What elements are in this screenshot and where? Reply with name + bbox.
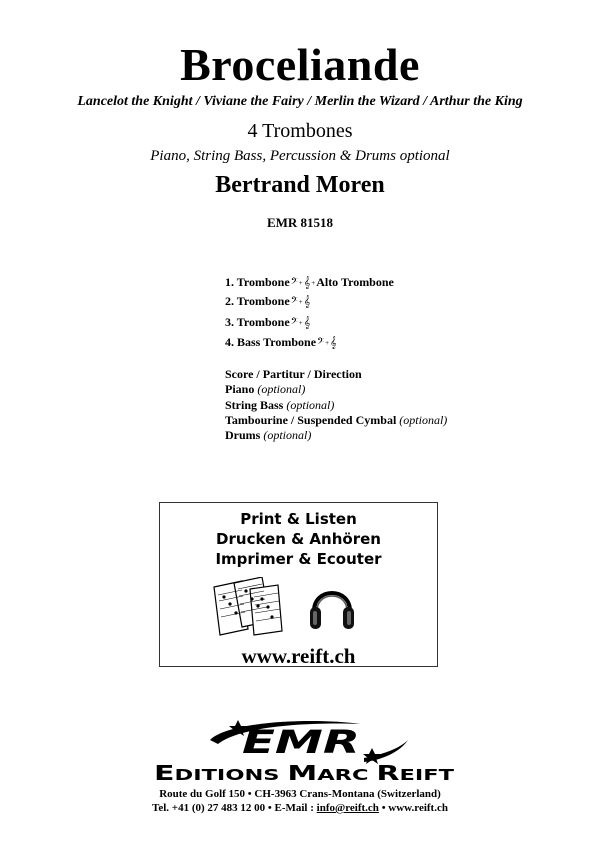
treble-clef-icon: 𝄞 <box>303 295 311 308</box>
page-title: Broceliande <box>180 39 420 90</box>
composer-name: Bertrand Moren <box>215 172 385 198</box>
catalog-number: EMR 81518 <box>266 215 334 230</box>
part-item: 1. Trombone𝄢+𝄞+Alto Trombone <box>225 275 394 289</box>
part-label: 2. Trombone <box>225 294 290 308</box>
bass-clef-icon: 𝄢 <box>290 276 298 289</box>
part-label: 1. Trombone <box>225 275 290 289</box>
promo-line-fr: Imprimer & Ecouter <box>215 550 382 568</box>
part-item: 2. Trombone𝄢+𝄞 <box>225 294 311 308</box>
percussion-item: Tambourine / Suspended Cymbal (optional) <box>225 412 448 427</box>
part-item: 4. Bass Trombone𝄢+𝄞 <box>225 335 337 349</box>
part-label: 3. Trombone <box>225 315 290 329</box>
headphones-icon <box>308 577 356 633</box>
part-item: 3. Trombone𝄢+𝄞 <box>225 315 311 329</box>
publisher-name: E DITIONS M ARC R EIFT <box>154 761 436 784</box>
treble-clef-icon: 𝄞 <box>303 316 311 329</box>
web-link[interactable]: • www.reift.ch <box>378 802 448 814</box>
promo-line-de: Drucken & Anhören <box>216 530 381 548</box>
treble-clef-icon: 𝄞 <box>303 276 311 289</box>
bass-clef-icon: 𝄢 <box>317 336 325 349</box>
string-bass-item: String Bass (optional) <box>225 397 335 412</box>
emr-logo <box>150 714 460 784</box>
instrumentation: 4 Trombones <box>247 120 353 142</box>
bass-clef-icon: 𝄢 <box>290 316 298 329</box>
email-link[interactable]: info@reift.ch <box>316 802 379 814</box>
logo-letters: EMR <box>242 723 360 761</box>
drums-item: Drums (optional) <box>225 428 312 443</box>
bass-clef-icon: 𝄢 <box>290 295 298 308</box>
part-extra: Alto Trombone <box>316 275 394 289</box>
promo-line-en: Print & Listen <box>240 510 357 528</box>
publisher-address: Route du Golf 150 • CH-3963 Crans-Montana (Switzerland) <box>159 788 441 800</box>
website-link[interactable]: www.reift.ch <box>241 644 356 668</box>
sheet-music-icon <box>212 577 284 637</box>
print-listen-box <box>159 502 438 667</box>
publisher-contact: Tel. +41 (0) 27 483 12 00 • E-Mail : info@reift.ch • www.reift.ch <box>152 802 448 814</box>
extra-parts-list <box>225 367 447 443</box>
piano-item: Piano (optional) <box>225 382 306 397</box>
optional-instruments: Piano, String Bass, Percussion & Drums optional <box>150 148 450 164</box>
treble-clef-icon: 𝄞 <box>330 336 337 349</box>
score-item: Score / Partitur / Direction <box>225 367 362 381</box>
subtitle: Lancelot the Knight / Viviane the Fairy / Merlin the Wizard / Arthur the King <box>77 94 523 109</box>
part-label: 4. Bass Trombone <box>225 335 317 349</box>
